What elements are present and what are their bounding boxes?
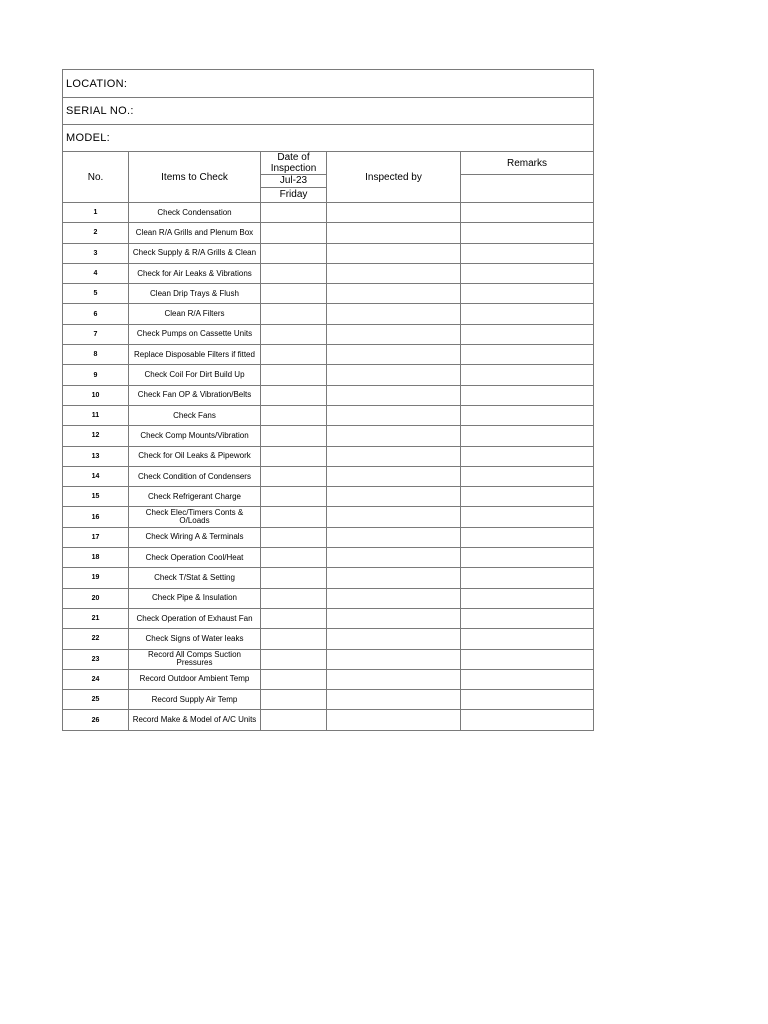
table-row (63, 527, 594, 547)
inspected-by-cell[interactable] (327, 466, 461, 486)
date-cell[interactable] (261, 527, 327, 547)
remarks-cell[interactable] (461, 243, 594, 263)
item-number: 6 (63, 304, 129, 324)
date-cell[interactable] (261, 690, 327, 710)
table-row (63, 669, 594, 689)
item-number: 24 (63, 669, 129, 689)
item-label: Check Condensation (129, 203, 261, 223)
item-number: 19 (63, 568, 129, 588)
item-number: 14 (63, 466, 129, 486)
day-value-cell[interactable]: Friday (261, 188, 327, 203)
inspected-by-cell[interactable] (327, 405, 461, 425)
table-row (63, 487, 594, 507)
item-number: 26 (63, 710, 129, 730)
table-row (63, 203, 594, 223)
remarks-cell[interactable] (461, 669, 594, 689)
inspected-by-cell[interactable] (327, 446, 461, 466)
item-number: 5 (63, 284, 129, 304)
table-row (63, 345, 594, 365)
date-cell[interactable] (261, 223, 327, 243)
item-label: Check Operation Cool/Heat (129, 548, 261, 568)
table-row (63, 608, 594, 628)
date-cell[interactable] (261, 263, 327, 283)
inspected-by-cell[interactable] (327, 568, 461, 588)
item-label: Check Condition of Condensers (129, 466, 261, 486)
date-cell[interactable] (261, 203, 327, 223)
inspected-by-cell[interactable] (327, 385, 461, 405)
table-row (63, 446, 594, 466)
date-cell[interactable] (261, 385, 327, 405)
location-label[interactable]: LOCATION: (63, 70, 594, 98)
item-label: Check Elec/Timers Conts & O/Loads (129, 507, 261, 527)
date-cell[interactable] (261, 426, 327, 446)
item-label: Check Fans (129, 405, 261, 425)
item-label: Replace Disposable Filters if fitted (129, 345, 261, 365)
remarks-cell[interactable] (461, 507, 594, 527)
inspected-by-cell[interactable] (327, 608, 461, 628)
item-number: 16 (63, 507, 129, 527)
table-row (63, 588, 594, 608)
remarks-header: Remarks (461, 152, 594, 175)
inspected-by-cell[interactable] (327, 669, 461, 689)
item-label: Check Coil For Dirt Build Up (129, 365, 261, 385)
item-label: Check for Air Leaks & Vibrations (129, 263, 261, 283)
remarks-cell[interactable] (461, 263, 594, 283)
item-label: Check Fan OP & Vibration/Belts (129, 385, 261, 405)
table-row (63, 385, 594, 405)
date-cell[interactable] (261, 548, 327, 568)
serial-label[interactable]: SERIAL NO.: (63, 98, 594, 125)
date-cell[interactable] (261, 710, 327, 730)
item-number: 3 (63, 243, 129, 263)
model-row (63, 125, 594, 152)
table-row (63, 263, 594, 283)
item-label: Check for Oil Leaks & Pipework (129, 446, 261, 466)
inspected-by-cell[interactable] (327, 629, 461, 649)
table-row (63, 223, 594, 243)
item-number: 8 (63, 345, 129, 365)
table-row (63, 365, 594, 385)
item-number: 23 (63, 649, 129, 669)
date-cell[interactable] (261, 629, 327, 649)
table-row (63, 324, 594, 344)
item-number: 7 (63, 324, 129, 344)
item-label: Clean R/A Filters (129, 304, 261, 324)
item-number: 17 (63, 527, 129, 547)
date-cell[interactable] (261, 446, 327, 466)
item-label: Clean R/A Grills and Plenum Box (129, 223, 261, 243)
date-cell[interactable] (261, 649, 327, 669)
item-label: Check Pumps on Cassette Units (129, 324, 261, 344)
remarks-cell[interactable] (461, 405, 594, 425)
remarks-cell[interactable] (461, 690, 594, 710)
date-cell[interactable] (261, 345, 327, 365)
remarks-cell[interactable] (461, 548, 594, 568)
date-cell[interactable] (261, 507, 327, 527)
remarks-cell[interactable] (461, 284, 594, 304)
inspected-by-cell[interactable] (327, 588, 461, 608)
inspected-by-cell[interactable] (327, 203, 461, 223)
remarks-cell[interactable] (461, 446, 594, 466)
item-number: 10 (63, 385, 129, 405)
table-row (63, 568, 594, 588)
date-cell[interactable] (261, 568, 327, 588)
item-number: 11 (63, 405, 129, 425)
inspected-by-cell[interactable] (327, 507, 461, 527)
item-label: Check Signs of Water leaks (129, 629, 261, 649)
date-cell[interactable] (261, 487, 327, 507)
date-cell[interactable] (261, 608, 327, 628)
table-row (63, 710, 594, 730)
inspected-by-cell[interactable] (327, 284, 461, 304)
column-header-row (63, 152, 594, 175)
item-label: Record All Comps Suction Pressures (129, 649, 261, 669)
item-label: Check Pipe & Insulation (129, 588, 261, 608)
inspected-by-cell[interactable] (327, 527, 461, 547)
table-row (63, 405, 594, 425)
item-number: 22 (63, 629, 129, 649)
table-row (63, 284, 594, 304)
inspected-by-cell[interactable] (327, 710, 461, 730)
inspected-by-header: Inspected by (327, 152, 461, 203)
remarks-cell[interactable] (461, 365, 594, 385)
inspected-by-cell[interactable] (327, 426, 461, 446)
date-cell[interactable] (261, 324, 327, 344)
item-number: 1 (63, 203, 129, 223)
item-label: Record Make & Model of A/C Units (129, 710, 261, 730)
date-cell[interactable] (261, 405, 327, 425)
item-number: 18 (63, 548, 129, 568)
item-label: Check T/Stat & Setting (129, 568, 261, 588)
item-label: Record Supply Air Temp (129, 690, 261, 710)
serial-row (63, 98, 594, 125)
inspected-by-cell[interactable] (327, 487, 461, 507)
remarks-cell[interactable] (461, 203, 594, 223)
inspection-table (62, 69, 594, 731)
inspected-by-cell[interactable] (327, 223, 461, 243)
inspected-by-cell[interactable] (327, 304, 461, 324)
date-cell[interactable] (261, 588, 327, 608)
item-label: Clean Drip Trays & Flush (129, 284, 261, 304)
remarks-cell[interactable] (461, 466, 594, 486)
table-row (63, 426, 594, 446)
remarks-cell[interactable] (461, 426, 594, 446)
date-value-cell[interactable]: Jul-23 (261, 175, 327, 188)
item-label: Record Outdoor Ambient Temp (129, 669, 261, 689)
remarks-cell[interactable] (461, 527, 594, 547)
date-cell[interactable] (261, 304, 327, 324)
item-number: 20 (63, 588, 129, 608)
inspected-by-cell[interactable] (327, 324, 461, 344)
remarks-cell[interactable] (461, 345, 594, 365)
location-row (63, 70, 594, 98)
item-number: 2 (63, 223, 129, 243)
table-row (63, 243, 594, 263)
item-number: 21 (63, 608, 129, 628)
item-label: Check Wiring A & Terminals (129, 527, 261, 547)
items-column-header: Items to Check (129, 152, 261, 203)
remarks-cell[interactable] (461, 324, 594, 344)
item-label: Check Comp Mounts/Vibration (129, 426, 261, 446)
inspected-by-cell[interactable] (327, 649, 461, 669)
date-cell[interactable] (261, 284, 327, 304)
item-number: 25 (63, 690, 129, 710)
item-number: 15 (63, 487, 129, 507)
remarks-cell[interactable] (461, 568, 594, 588)
remarks-cell[interactable] (461, 487, 594, 507)
remarks-cell[interactable] (461, 608, 594, 628)
table-row (63, 548, 594, 568)
table-row (63, 507, 594, 527)
inspection-sheet (62, 69, 593, 731)
inspected-by-cell[interactable] (327, 690, 461, 710)
remarks-cell[interactable] (461, 223, 594, 243)
inspected-by-cell[interactable] (327, 548, 461, 568)
date-cell[interactable] (261, 466, 327, 486)
item-number: 9 (63, 365, 129, 385)
inspected-by-cell[interactable] (327, 365, 461, 385)
remarks-cell[interactable] (461, 649, 594, 669)
date-cell[interactable] (261, 669, 327, 689)
table-row (63, 304, 594, 324)
remarks-subheader-cell[interactable] (461, 175, 594, 203)
item-number: 4 (63, 263, 129, 283)
no-column-header: No. (63, 152, 129, 203)
item-label: Check Refrigerant Charge (129, 487, 261, 507)
date-cell[interactable] (261, 365, 327, 385)
date-of-inspection-header: Date of Inspection (261, 152, 327, 175)
table-row (63, 466, 594, 486)
model-label[interactable]: MODEL: (63, 125, 594, 152)
item-label: Check Supply & R/A Grills & Clean (129, 243, 261, 263)
inspected-by-cell[interactable] (327, 243, 461, 263)
inspected-by-cell[interactable] (327, 263, 461, 283)
table-row (63, 629, 594, 649)
table-row (63, 690, 594, 710)
remarks-cell[interactable] (461, 304, 594, 324)
date-cell[interactable] (261, 243, 327, 263)
remarks-cell[interactable] (461, 710, 594, 730)
remarks-cell[interactable] (461, 629, 594, 649)
remarks-cell[interactable] (461, 385, 594, 405)
item-number: 13 (63, 446, 129, 466)
remarks-cell[interactable] (461, 588, 594, 608)
table-row (63, 649, 594, 669)
item-label: Check Operation of Exhaust Fan (129, 608, 261, 628)
item-number: 12 (63, 426, 129, 446)
inspected-by-cell[interactable] (327, 345, 461, 365)
